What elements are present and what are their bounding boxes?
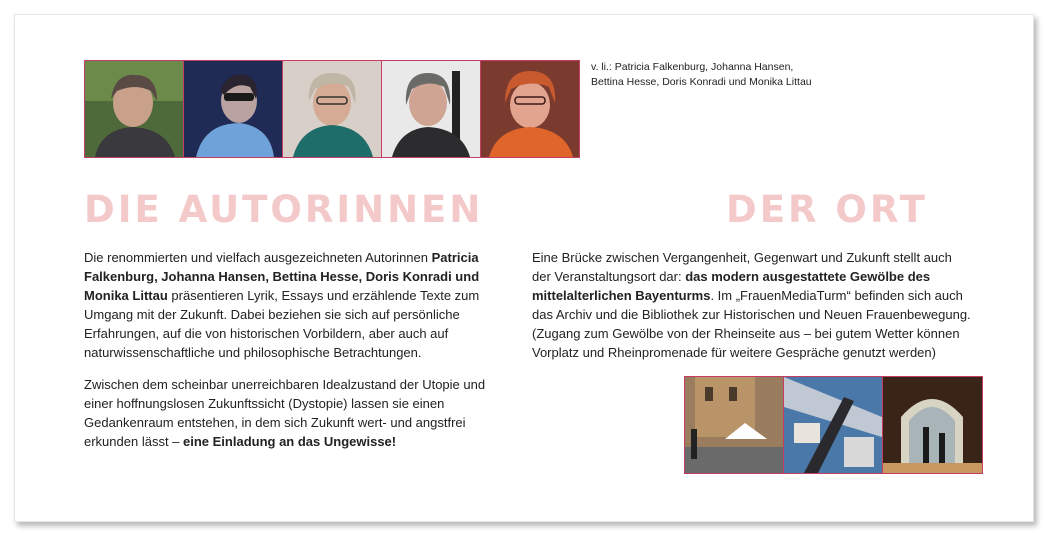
- author-names: Patricia Falkenburg, Johanna Hansen, Bettina Hesse, Doris Konradi und Monika Littau: [84, 250, 480, 303]
- text-run: Zwischen dem scheinbar unerreichbaren Idealzustand der Utopie und einer hoffnungslosen Zukunftssicht (Dystopie) lassen sie einen Gedankenraum entstehen, in dem sich Zukunft wert- und angstfrei erkunden lässt –: [84, 377, 486, 449]
- portrait-patricia-falkenburg: [85, 61, 184, 157]
- caption-line-2: Bettina Hesse, Doris Konradi und Monika Littau: [591, 76, 812, 88]
- venue-name: das modern ausgestattete Gewölbe des mittelalterlichen Bayenturms: [532, 269, 931, 303]
- invitation-tagline: eine Einladung an das Ungewisse!: [183, 434, 397, 449]
- venue-paragraph: [532, 248, 972, 362]
- authors-paragraph-2: [84, 375, 504, 451]
- venue-photo-vault-arch: [883, 377, 982, 473]
- text-run: Die renommierten und vielfach ausgezeichneten Autorinnen: [84, 250, 432, 265]
- venue-photo-interior-ceiling: [784, 377, 883, 473]
- heading-venue: DER ORT: [726, 188, 928, 231]
- text-run: . Im „FrauenMediaTurm“ befinden sich auch das Archiv und die Bibliothek zur Historischen und Neuen Frauenbewegung. (Zugang zum Gewölbe von der Rheinseite aus – bei gutem Wetter können Vorplatz und Rheinpromenade für weitere Gespräche genutzt werden): [532, 288, 971, 360]
- venue-photo-exterior: [685, 377, 784, 473]
- photo-caption: [591, 60, 851, 90]
- portrait-doris-konradi: [382, 61, 481, 157]
- authors-text: [84, 248, 504, 464]
- authors-paragraph-1: [84, 248, 504, 362]
- venue-text: [532, 248, 972, 375]
- author-photo-strip: [84, 60, 580, 158]
- portrait-johanna-hansen: [184, 61, 283, 157]
- venue-photo-strip: [684, 376, 983, 474]
- portrait-bettina-hesse: [283, 61, 382, 157]
- portrait-monika-littau: [481, 61, 579, 157]
- heading-authors: DIE AUTORINNEN: [84, 188, 484, 231]
- caption-line-1: v. li.: Patricia Falkenburg, Johanna Hansen,: [591, 61, 794, 73]
- text-run: präsentieren Lyrik, Essays und erzählende Texte zum Umgang mit der Zukunft. Dabei beziehen sie sich auf persönliche Erfahrungen, auf die von historischen Vorbildern, aber auch auf naturwissenschaftliche und philosophische Betrachtungen.: [84, 288, 480, 360]
- text-run: Eine Brücke zwischen Vergangenheit, Gegenwart und Zukunft stellt auch der Veranstaltungsort dar:: [532, 250, 952, 284]
